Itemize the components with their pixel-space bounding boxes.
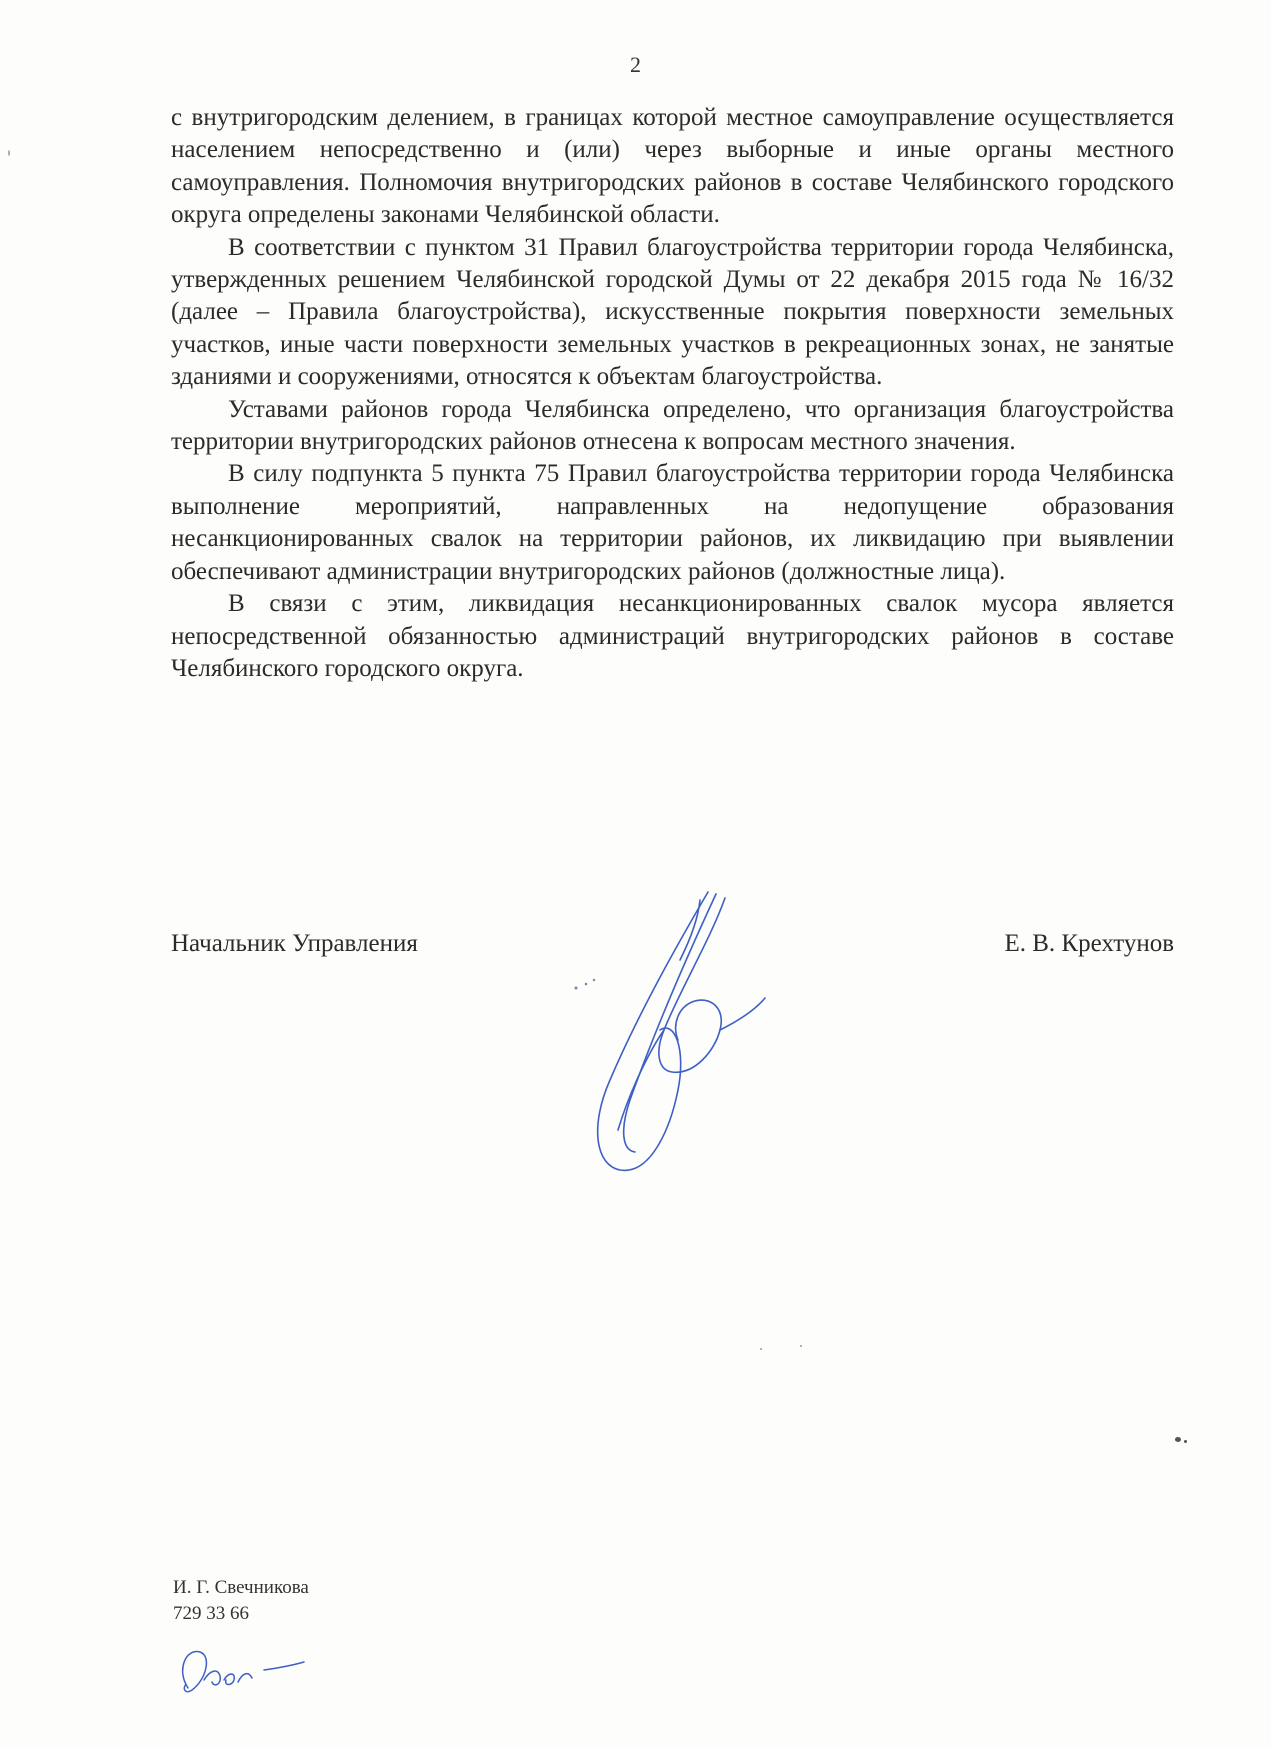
paragraph-3: Уставами районов города Челябинска определено, что организация благоустройства территории внутригородских районов отнесена к вопросам местного значения. [171,395,1174,456]
paragraph-2: В соответствии с пунктом 31 Правил благоустройства территории города Челябинска, утвержденных решением Челябинской городской Думы от 22 декабря 2015 года № 16/32 (далее – Правила благоустройства), искусственные покрытия поверхности земельных участков, иные части поверхности земельных участков в рекреационных зонах, не занятые зданиями и сооружениями, относятся к объектам благоустройства. [171,233,1174,391]
signatory-name: Е. В. Крехтунов [1004,930,1174,957]
paragraph-5: В связи с этим, ликвидация несанкционированных свалок мусора является непосредственной обязанностью администраций внутригородских районов в составе Челябинского городского округа. [171,590,1174,682]
paragraph-1: с внутригородским делением, в границах которой местное самоуправление осуществляется населением непосредственно и (или) через выборные и иные органы местного самоуправления. Полномочия внутригородских районов в составе Челябинского городского округа определены законами Челябинской области. [171,104,1174,229]
page-number: 2 [630,52,641,77]
executor-block [173,1575,309,1627]
paragraph-4: В силу подпункта 5 пункта 75 Правил благоустройства территории города Челябинска выполнение мероприятий, направленных на недопущение образования несанкционированных свалок на территории районов, их ликвидацию при выявлении обеспечивают администрации внутригородских районов (должностные лица). [171,460,1174,585]
initials-signature [168,1640,328,1700]
scan-speck [8,150,10,156]
executor-name: И. Г. Свечникова [173,1577,309,1598]
scan-speck [1175,1437,1181,1442]
signatory-title: Начальник Управления [171,930,418,957]
scan-speck [760,1348,762,1350]
executor-phone: 729 33 66 [173,1603,249,1624]
scan-speck [1184,1440,1187,1443]
letter-body [171,102,1174,685]
handwritten-signature [560,880,810,1180]
scan-speck [800,1345,802,1347]
